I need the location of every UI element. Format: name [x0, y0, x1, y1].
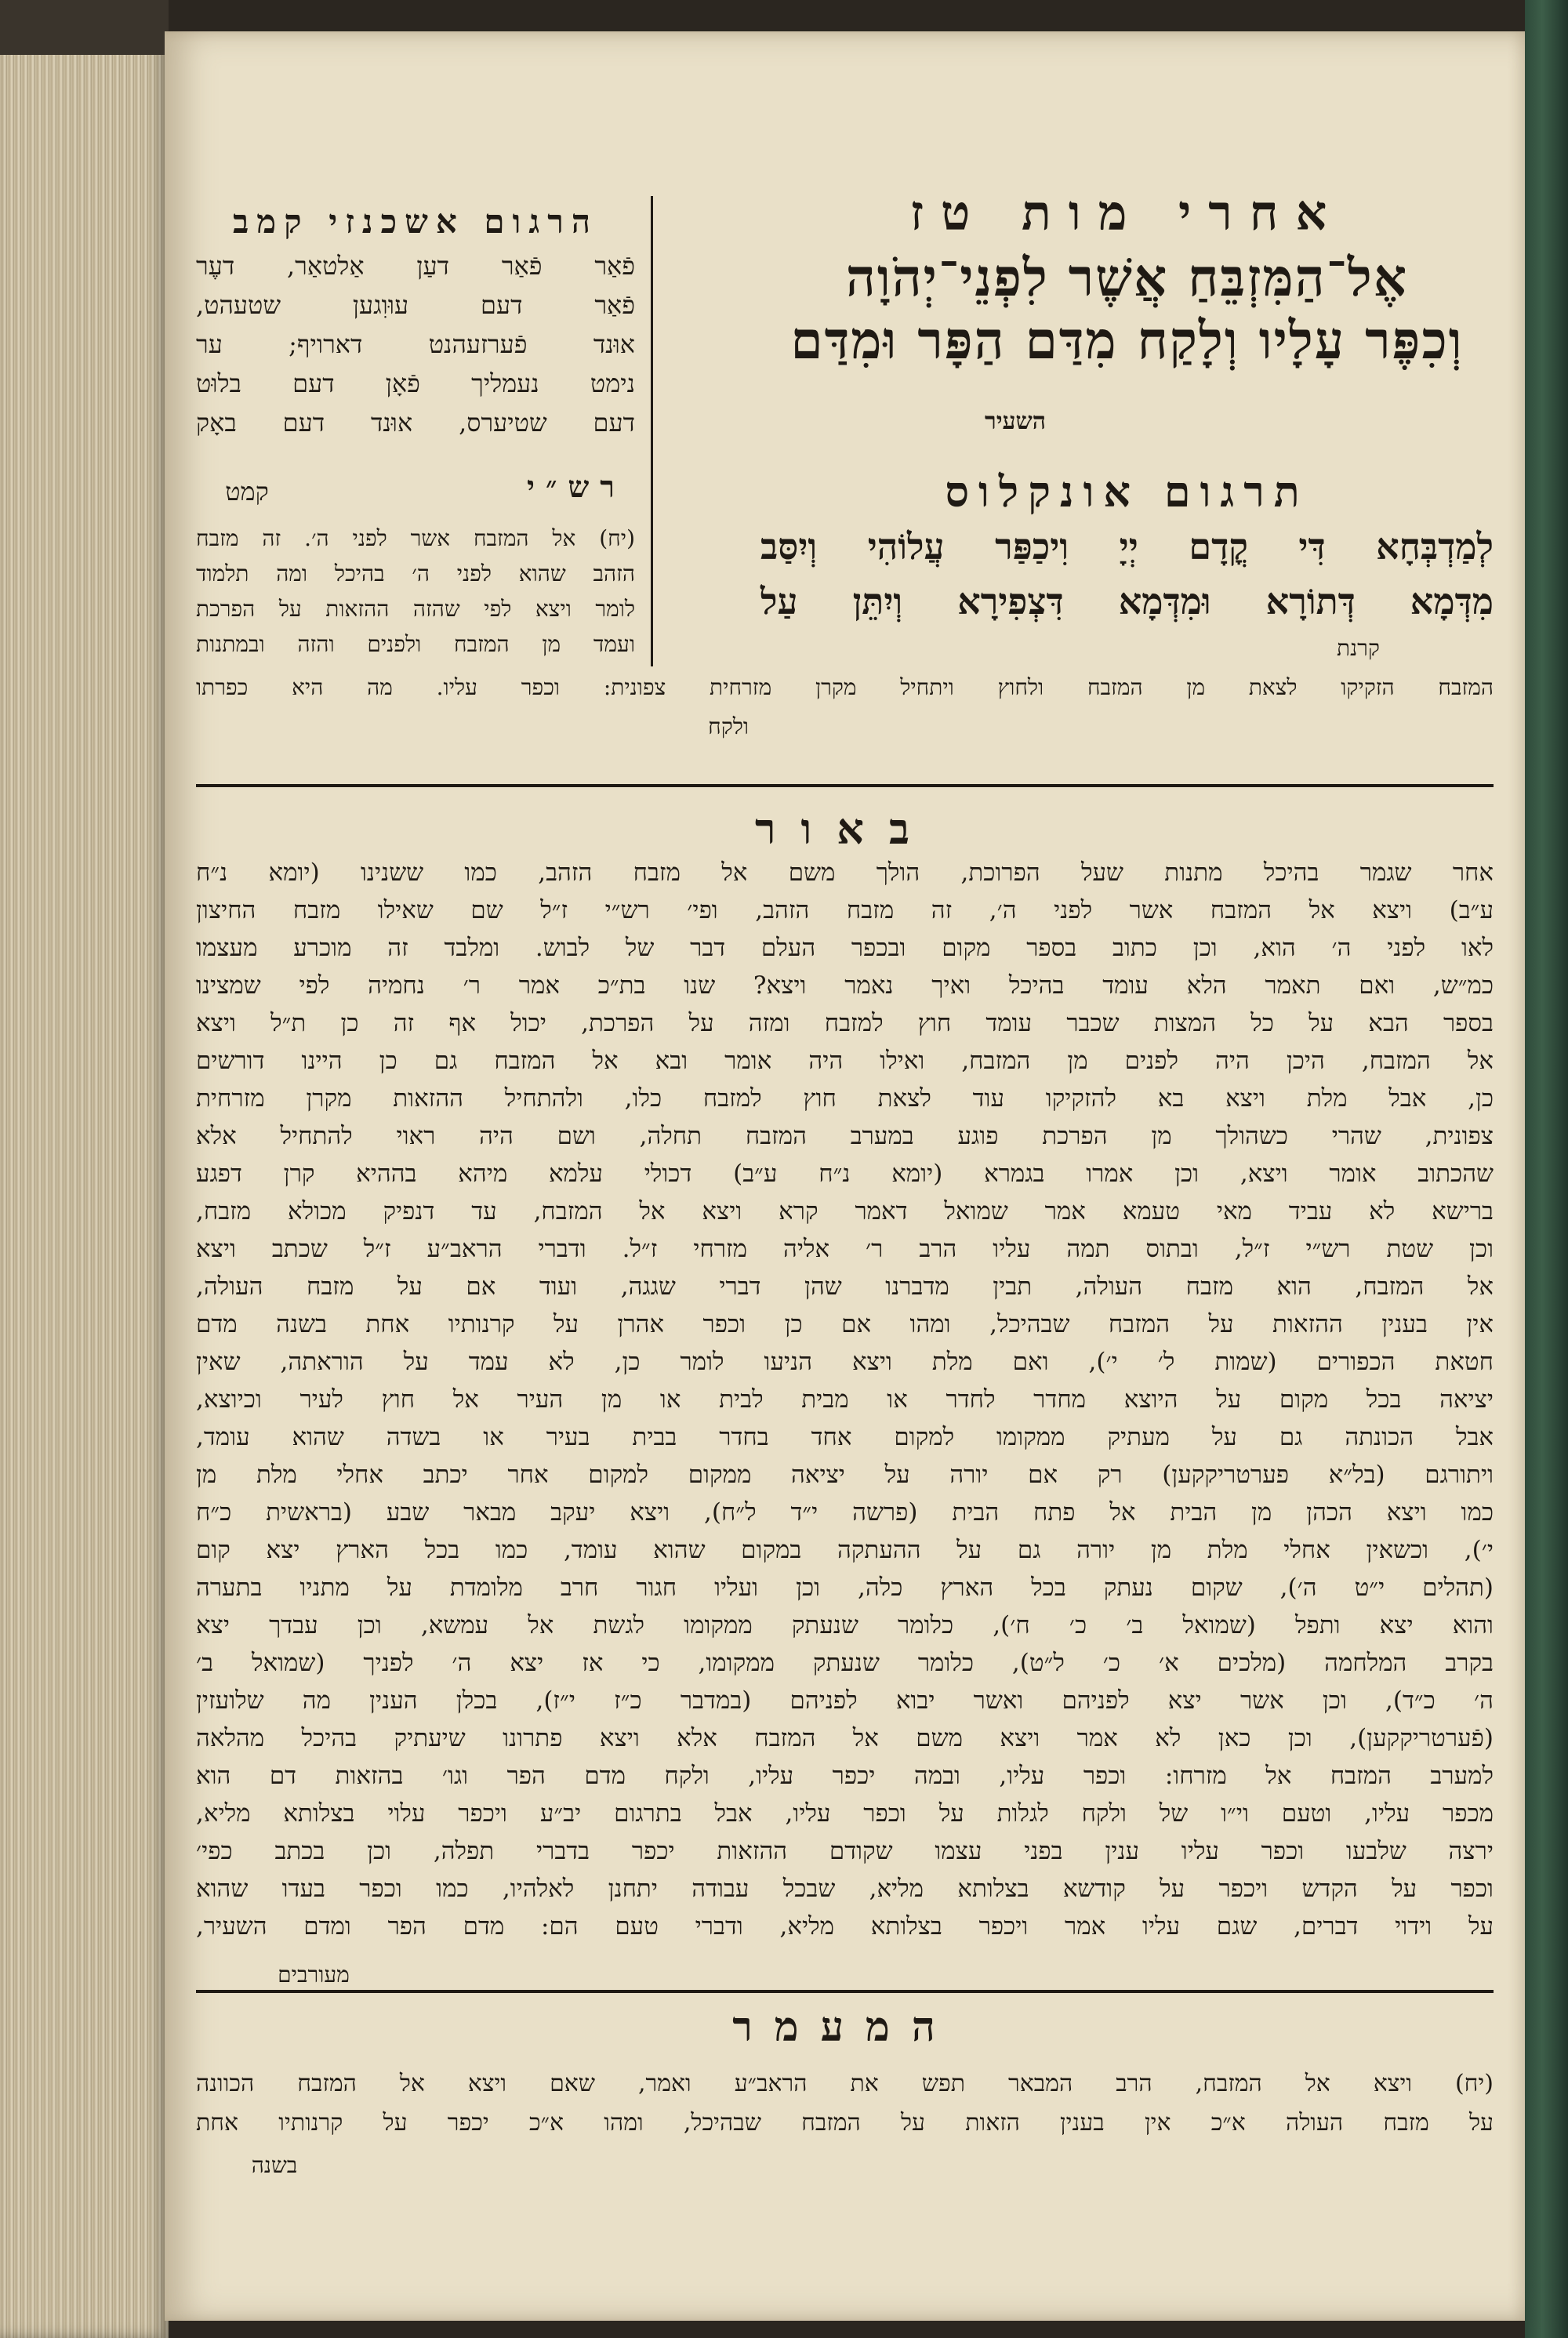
biur-line: חטאת הכפורים (שמות ל׳ י׳), ואם מלת ויצא הניעו לומר כן, לא עמד על הוראתה, שאין	[196, 1348, 1494, 1376]
section-rule	[196, 784, 1494, 787]
catchword: קרנת	[1337, 635, 1380, 661]
biur-line: אין בענין ההזאות על המזבח שבהיכל, ומהו אם כן וכפר אהרן על קרנותיו אחת בשנה מדם	[196, 1310, 1494, 1338]
book-page-edges	[0, 0, 169, 2338]
onkelos-heading: תרגום אונקלוס	[945, 467, 1309, 517]
biur-line: אל המזבח, הוא מזבח העולה, תבין מדברנו שהן דברי שגגה, ועוד אם על מזבח העולה,	[196, 1272, 1494, 1301]
ashkenazi-line: דעם שטיערס, אוּנד דעם באָק	[196, 408, 635, 437]
ashkenazi-line: נימט נעמליך פֿאָן דעם בלוּט	[196, 368, 635, 398]
ashkenazi-line: פֿאַר דעם עוּוִגען שטעהט,	[196, 290, 635, 320]
biur-line: על וידוי דברים, שגם עליו אמר ויכפר בצלותא מליא, ודברי טעם הם: מדם הפר ומדם השעיר,	[196, 1912, 1494, 1940]
biur-line: ירצה שלבעו וכפר עליו ענין בפני עצמו שקודם ההזאות יכפר בדברי תפלה, וכן בכתב כפי׳	[196, 1837, 1494, 1865]
catchword: השעיר	[984, 408, 1047, 435]
onkelos-line: מִדְּמָא דְּתוֹרָא וּמִדְּמָא דִּצְפִירָא וְיִתֵּן עַל	[760, 580, 1494, 623]
running-header: אחרי מות טז	[909, 184, 1345, 241]
biur-line: כמ״ש, ואם תאמר הלא עומד בהיכל ואיך נאמר ויצא? שנו בת״כ אמר ר׳ נחמיה לפי שמצינו	[196, 971, 1494, 1000]
biur-line: וכן שטת רש״י ז״ל, ובתוס תמה עליו הרב ר׳ אליה מזרחי ז״ל. ודברי הראב״ע ז״ל שכתב ויצא	[196, 1235, 1494, 1263]
biur-line: י׳), וכשאין אחלי מלת מן יורה גם על ההעתקה במקום שהוא עומד, כמו בכל הארץ יצא קום	[196, 1536, 1494, 1564]
measser-line: על מזבח העולה א״כ אין בענין הזאות על המזבח שבהיכל, ומהו א״כ יכפר על קרנותיו אחת	[196, 2109, 1494, 2137]
verse-line: וְכִפֶּר עָלָיו וְלָקַח מִדַּם הַפָּר וּמִדַּם	[790, 310, 1464, 371]
onkelos-line: לְמַדְבְּחָא דִּי קֳדָם יְיָ וִיכַפַּר עֲלוֹהִי וְיִסַּב	[760, 525, 1494, 568]
biur-line: ברישא לא עביד מאי טעמא אמר שמואל דאמר קרא ויצא אל המזבח, עד דנפיק מכולא מזבח,	[196, 1197, 1494, 1225]
biur-line: לאו לפני ה׳ הוא, וכן כתוב בספר מקום ובכפר העלם דבר של לבוש. ומלבד זה מוכרע מעצמו	[196, 934, 1494, 962]
book-cover-edge	[1525, 0, 1568, 2338]
biur-line: למערב המזבח אל מזרחו: וכפר עליו, ובמה יכפר עליו, ולקח מדם הפר וגו׳ בהזאות דם הוא	[196, 1762, 1494, 1790]
biur-line: בקרב המלחמה (מלכים א׳ כ׳ ל״ט), כלומר שנעתק ממקומו, כי אז יצא ה׳ לפניך (שמואל ב׳	[196, 1649, 1494, 1677]
verse-line: אֶל־הַמִּזְבֵּחַ אֲשֶׁר לִפְנֵי־יְהֹוָה	[845, 247, 1409, 308]
rashi-line: (יח) אל המזבח אשר לפני ה׳. זה מזבח	[196, 525, 635, 551]
biur-heading: באור	[754, 804, 935, 854]
biur-line: אל המזבח, היכן היה לפנים מן המזבח, ואילו היה אומר ובא אל המזבח גם כן היינו דורשים	[196, 1047, 1494, 1075]
biur-line: והוא יצא ותפל (שמואל ב׳ כ׳ ח׳), כלומר שנעתק ממקומו לגשת אל עמשא, וכן עבדך יצא	[196, 1611, 1494, 1639]
biur-line: מכפר עליו, וטעם וי״ו של ולקח לגלות על וכפר עליו, אבל בתרגום יב״ע ויכפר עלוי בצלותא מליא,	[196, 1799, 1494, 1828]
ashkenazi-line: פֿאַר פֿאַר דעַן אַלטאַר, דעֶר	[196, 251, 635, 281]
biur-line: אבל הכונתה גם על מעתיק ממקומו למקום אחד בחדר בבית בעיר או בשדה שהוא עומד,	[196, 1423, 1494, 1451]
column-divider	[651, 196, 653, 666]
biur-line: בספר הבא על כל המצות שכבר עומד חוץ למזבח ומזה על הפרכת, יכול אף זה כן ת״ל ויצא	[196, 1009, 1494, 1037]
page-signature: קמט	[225, 477, 269, 506]
biur-line: צפונית, שהרי כשהולך מן הפרכת פוגע במערב המזבח תחלה, ושם היה ראוי להתחיל אלא	[196, 1122, 1494, 1150]
catchword: בשנה	[251, 2152, 298, 2178]
rashi-line: ועמד מן המזבח ולפנים והזה ובמתנות	[196, 631, 635, 657]
catchword: מעורבים	[278, 1962, 350, 1988]
biur-line: שהכתוב אומר ויצא, וכן אמרו בגמרא (יומא נ״ח ע״ב) דכולי עלמא מיהא בההיא קרן דפגע	[196, 1160, 1494, 1188]
rashi-line: ולקח	[708, 713, 749, 739]
rashi-line: הזהב שהוא לפני ה׳ בהיכל ומה תלמוד	[196, 561, 635, 586]
biur-line: יציאה בכל מקום על היוצא מחדר לחדר או מבית לבית או מן העיר אל חוץ לעיר וכיוצא,	[196, 1385, 1494, 1414]
biur-line: כן, אבל מלת ויצא בא להזקיקו עוד לצאת חוץ למזבח כלו, ולהתחיל ההזאות מקרן מזרחית	[196, 1084, 1494, 1113]
biur-line: כמו ויצא הכהן מן הבית אל פתח הבית (פרשה י״ד ל״ח), ויצא יעקב מבאר שבע (בראשית כ״ח	[196, 1498, 1494, 1527]
measser-line: (יח) ויצא אל המזבח, הרב המבאר תפש את הראב״ע ואמר, שאם ויצא אל המזבח הכוונה	[196, 2070, 1494, 2097]
rashi-heading: רש״י	[527, 469, 626, 504]
ashkenazi-line: אוּנד פֿערזעהנט דארויף; ער	[196, 329, 635, 359]
rashi-line: המזבח הזקיקו לצאת מן המזבח ולחוץ ויתחיל מקרן מזרחית צפונית: וכפר עליו. מה היא כפרתו	[196, 674, 1494, 700]
rashi-line: לומר ויצא לפי שהזה ההזאות על הפרכת	[196, 596, 635, 622]
book-edge-shadow	[0, 0, 169, 55]
book-page	[165, 31, 1525, 2321]
biur-line: (פֿערטריקקען), וכן כאן לא אמר ויצא משם אל המזבח אלא ויצא פתרונו שיעתיק בהיכל מהלאה	[196, 1724, 1494, 1752]
biur-line: ע״ב) ויצא אל המזבח אשר לפני ה׳, זה מזבח הזהב, ופי׳ רש״י ז״ל שם שאילו מזבח החיצון	[196, 896, 1494, 924]
ashkenazi-heading: הרגום אשכנזי קמב	[232, 202, 599, 241]
biur-line: (תהלים י״ט ה׳), שקום נעתק בכל הארץ כלה, וכן ועליו חגור חרב מלומדת על מתניו בתערה	[196, 1574, 1494, 1602]
measser-heading: המעמר	[732, 2003, 957, 2051]
section-rule	[196, 1990, 1494, 1993]
biur-line: וכפר על הקדש ויכפר על קודשא בצלותא מליא, שבכל עבודה יתחנן לאלהיו, כמו וכפר בעדו שהוא	[196, 1875, 1494, 1903]
biur-line: ה׳ כ״ד), וכן אשר יצא לפניהם ואשר יבוא לפניהם (במדבר כ״ז י״ז), בכלן הענין מה שלועזין	[196, 1686, 1494, 1715]
biur-line: ויתורגם (בל״א פערטריקקען) רק אם יורה על יציאה ממקום למקום אחר יכתב אחלי מלת מן	[196, 1461, 1494, 1489]
biur-line: אחר שגמר בהיכל מתנות שעל הפרוכת, הולך משם אל מזבח הזהב, כמו ששנינו (יומא נ״ח	[196, 859, 1494, 887]
